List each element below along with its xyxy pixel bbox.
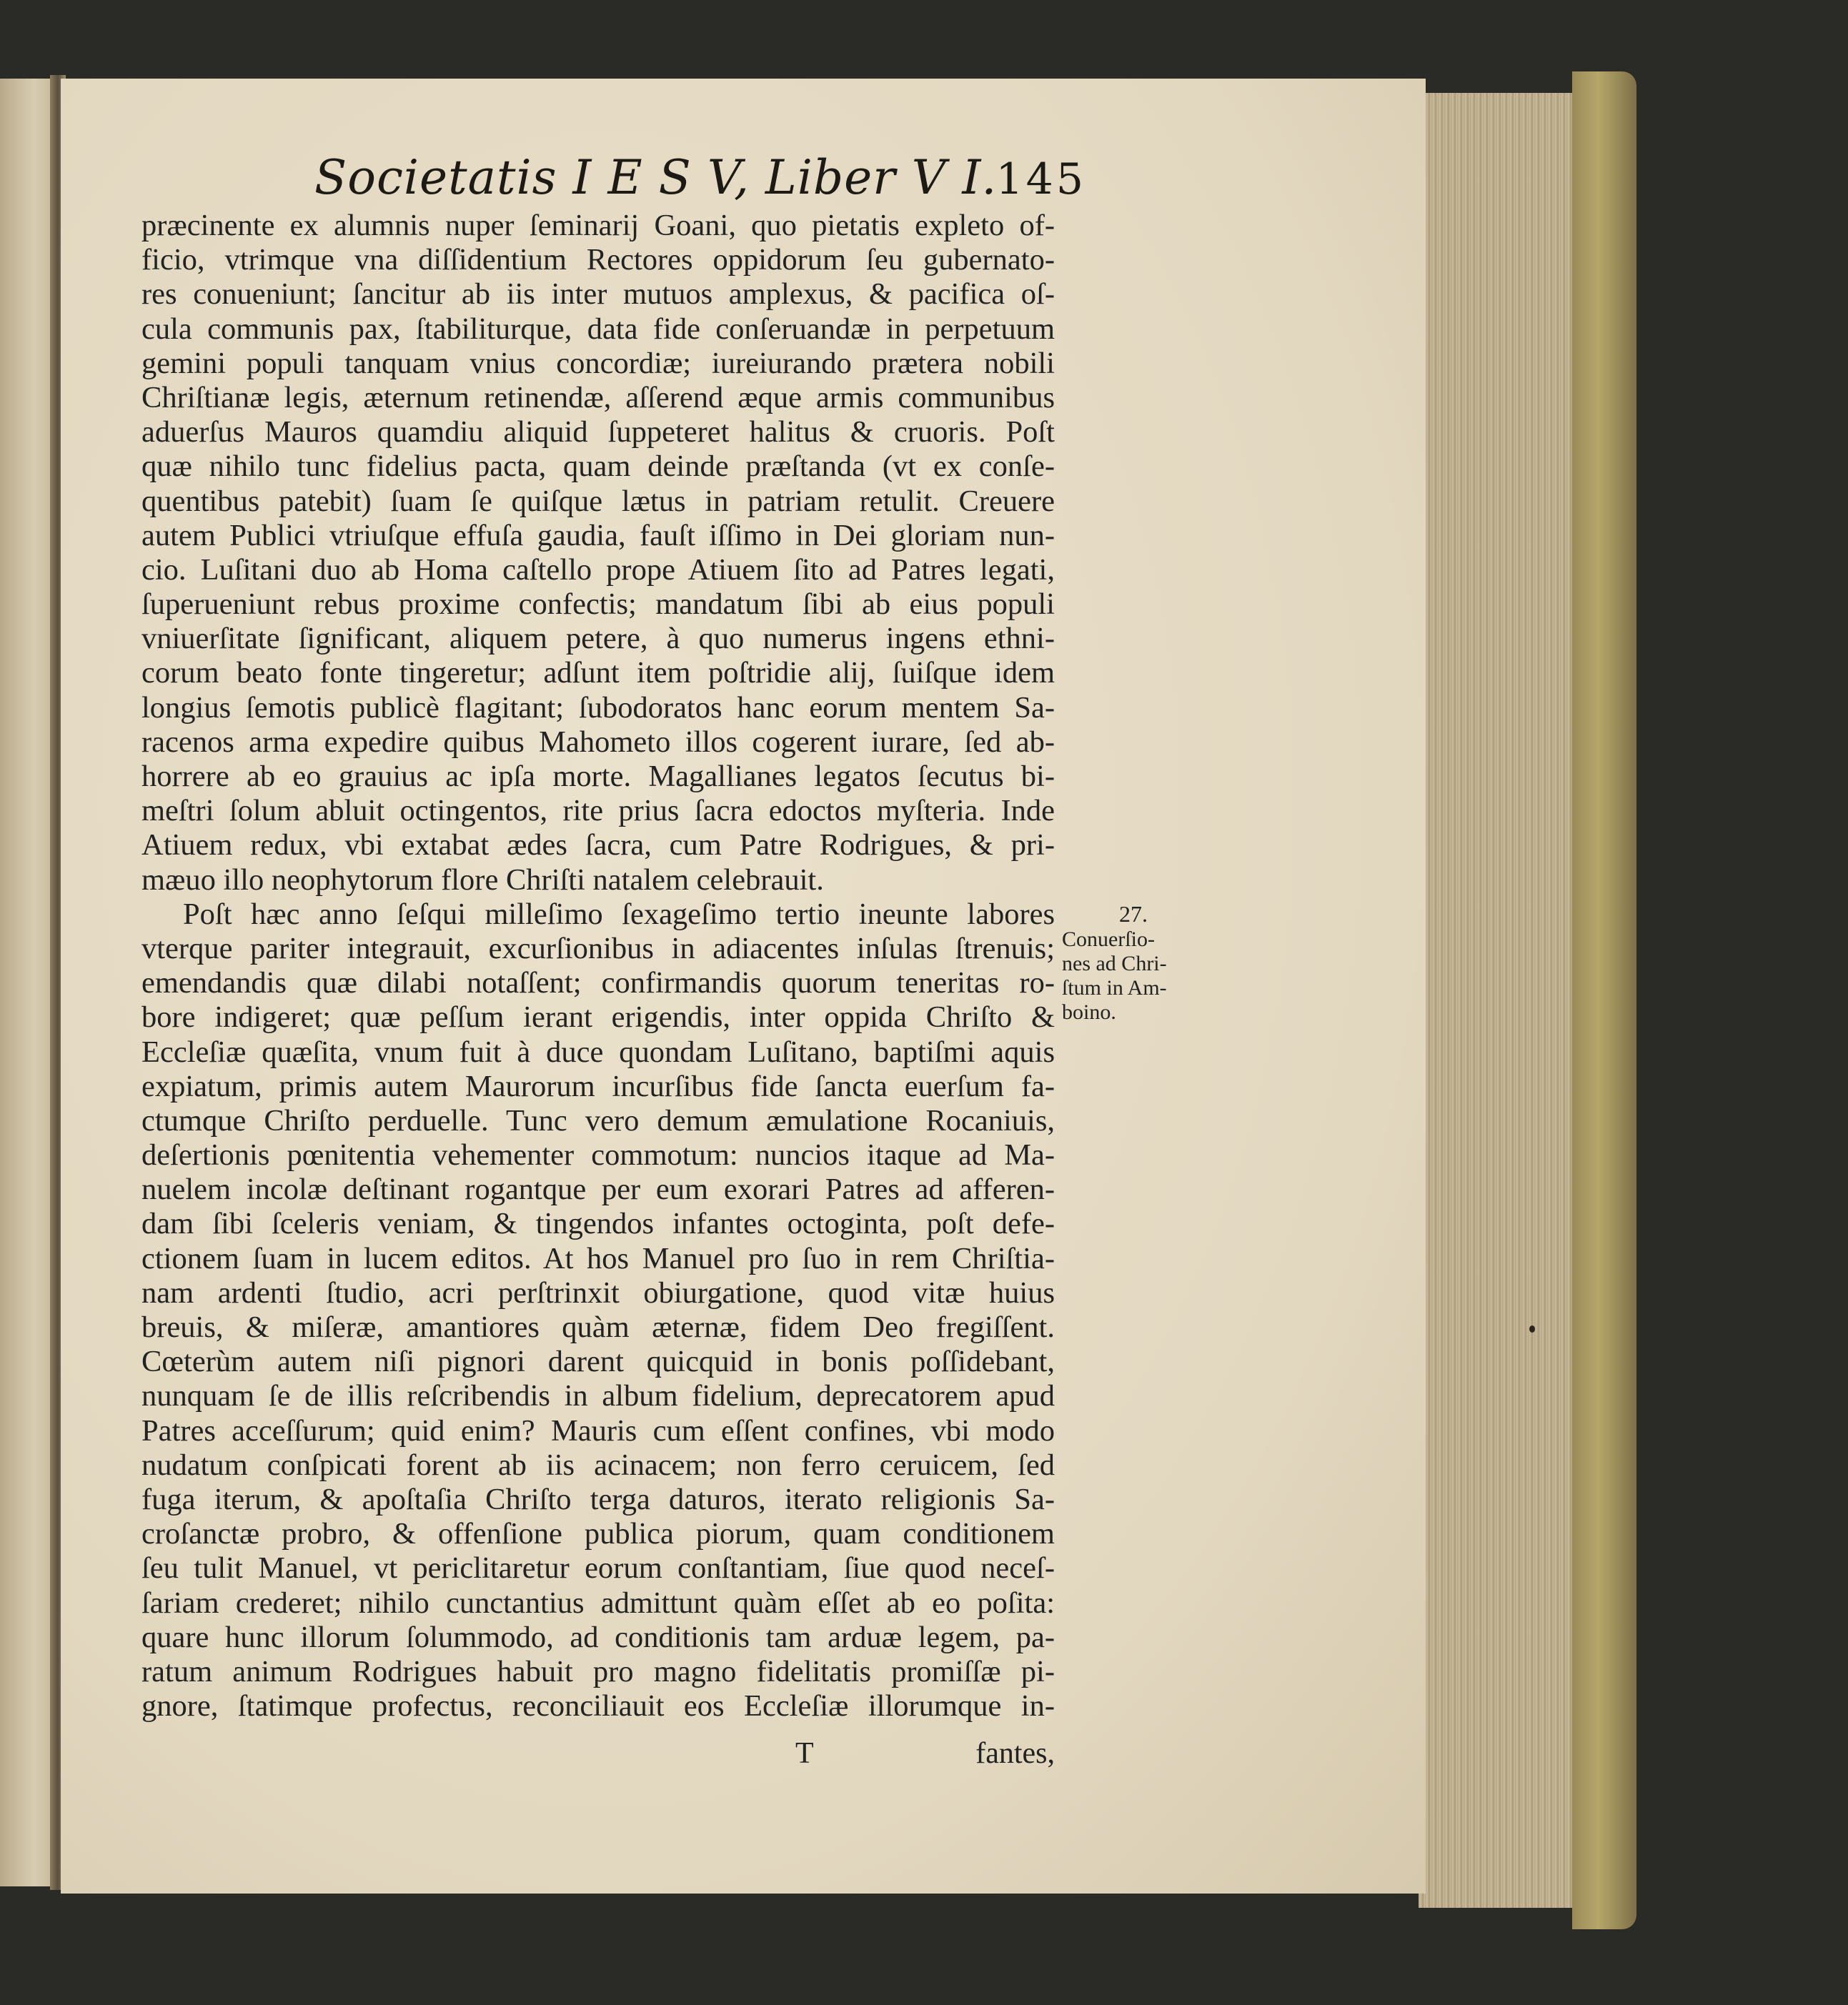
signature-mark: T [795,1737,814,1770]
text-line: quare hunc illorum ſolummodo, ad conditionis tam arduæ legem, pa- [141,1620,1055,1654]
text-line: breuis, & miſeræ, amantiores quàm æternæ, fidem Deo fregiſſent. [141,1310,1055,1344]
text-line: gnore, ſtatimque profectus, reconciliauit eos Eccleſiæ illorumque in- [141,1689,1055,1723]
text-line: autem Publici vtriuſque effuſa gaudia, fauſt iſſimo in Dei gloriam nun- [141,518,1055,552]
running-title: Societatis I E S V, Liber V I. [314,150,998,205]
text-line: croſanctæ probro, & offenſione publica piorum, quam conditionem [141,1517,1055,1551]
book-cover-edge [1572,71,1636,1929]
text-line: ctumque Chriſto perduelle. Tunc vero demum æmulatione Rocaniuis, [141,1103,1055,1138]
text-line: aduerſus Mauros quamdiu aliquid ſuppeteret halitus & cruoris. Poſt [141,415,1055,449]
text-line: cula communis pax, ſtabiliturque, data fide conſeruandæ in perpetuum [141,312,1055,346]
text-line: res conueniunt; ſancitur ab iis inter mutuos amplexus, & pacifica oſ- [141,277,1055,312]
text-line: præcinente ex alumnis nuper ſeminarij Goani, quo pietatis expleto of- [141,209,1055,242]
text-line: cio. Luſitani duo ab Homa caſtello prope Atiuem ſito ad Patres legati, [141,552,1055,587]
marginal-note-number: 27. [1119,901,1148,927]
text-line: bore indigeret; quæ peſſum ierant erigendis, inter oppida Chriſto & [141,1000,1055,1035]
page-number: 145 [995,154,1086,204]
page-fore-edge [1419,93,1580,1908]
ink-spot [1529,1325,1535,1333]
text-line: Eccleſiæ quæſita, vnum fuit à duce quondam Luſitano, baptiſmi aquis [141,1035,1055,1069]
text-line: quæ nihilo tunc fidelius pacta, quam deinde præſtanda (vt ex conſe- [141,449,1055,484]
text-line: fuga iterum, & apoſtaſia Chriſto terga daturos, iterato religionis Sa- [141,1482,1055,1516]
text-line: nudatum conſpicati forent ab iis acinacem; non ferro ceruicem, ſed [141,1448,1055,1482]
text-line: Chriſtianæ legis, æternum retinendæ, aſſerend æque armis communibus [141,380,1055,414]
text-line: ratum animum Rodrigues habuit pro magno fidelitatis promiſſæ pi- [141,1654,1055,1688]
text-line: vniuerſitate ſignificant, aliquem petere, à quo numerus ingens ethni- [141,622,1055,656]
text-line: Patres acceſſurum; quid enim? Mauris cum eſſent confines, vbi modo [141,1413,1055,1448]
left-page-edge [0,79,57,1886]
text-line: corum beato fonte tingeretur; adſunt item poſtridie alij, ſuiſque idem [141,656,1055,690]
text-line: ctionem ſuam in lucem editos. At hos Manuel pro ſuo in rem Chriſtia- [141,1241,1055,1275]
text-line: emendandis quæ dilabi notaſſent; confirmandis quorum teneritas ro- [141,966,1055,1000]
text-line: deſertionis pœnitentia vehementer commotum: nuncios itaque ad Ma- [141,1138,1055,1173]
text-line: horrere ab eo grauius ac ipſa morte. Magallianes legatos ſecutus bi- [141,760,1055,793]
text-line: nunquam ſe de illis reſcribendis in album fidelium, deprecatorem apud [141,1379,1055,1413]
text-line: longius ſemotis publicè flagitant; ſubodoratos hanc eorum mentem Sa- [141,690,1055,725]
text-line: gemini populi tanquam vnius concordiæ; iureiurando prætera nobili [141,346,1055,380]
text-line: ficio, vtrimque vna diſſidentium Rectores oppidorum ſeu gubernato- [141,243,1055,277]
marginal-note-line: Conuerſio- [1062,927,1155,951]
marginal-note [1062,902,1205,1025]
marginal-note-line: boino. [1062,1000,1116,1024]
text-line: ſuperueniunt rebus proxime confectis; mandatum ſibi ab eius populi [141,587,1055,622]
page-footer [141,1736,1055,1772]
text-line: nam ardenti ſtudio, acri perſtrinxit obiurgatione, quod vitæ huius [141,1275,1055,1310]
text-line: Poſt hæc anno ſeſqui milleſimo ſexageſimo tertio ineunte labores [183,897,1055,931]
body-text [141,209,1055,1723]
text-line: ſeu tulit Manuel, vt periclitaretur eorum conſtantiam, ſiue quod neceſ- [141,1551,1055,1586]
text-line: ſariam crederet; nihilo cunctantius admittunt quàm eſſet ab eo poſita: [141,1586,1055,1620]
text-line: dam ſibi ſceleris veniam, & tingendos infantes octoginta, poſt defe- [141,1207,1055,1241]
text-line: racenos arma expedire quibus Mahometo illos cogerent iurare, ſed ab- [141,725,1055,759]
marginal-note-line: nes ad Chri- [1062,952,1167,975]
text-line: quentibus patebit) ſuam ſe quiſque lætus in patriam retulit. Creuere [141,484,1055,518]
text-line: vterque pariter integrauit, excurſionibus in adiacentes inſulas ſtrenuis; [141,931,1055,965]
text-line: Cœterùm autem niſi pignori darent quicquid in bonis poſſidebant, [141,1345,1055,1379]
text-line: Atiuem redux, vbi extabat ædes ſacra, cum Patre Rodrigues, & pri- [141,828,1055,862]
text-line: mæuo illo neophytorum flore Chriſti natalem celebrauit. [141,862,824,897]
marginal-note-line: ſtum in Am- [1062,976,1167,1000]
text-line: expiatum, primis autem Maurorum incurſibus fide ſancta euerſum fa- [141,1069,1055,1103]
catchword: fantes, [975,1737,1055,1770]
text-line: nuelem incolæ deſtinant rogantque per eum exorari Patres ad afferen- [141,1173,1055,1207]
text-line: meſtri ſolum abluit octingentos, rite prius ſacra edoctos myſteria. Inde [141,794,1055,828]
